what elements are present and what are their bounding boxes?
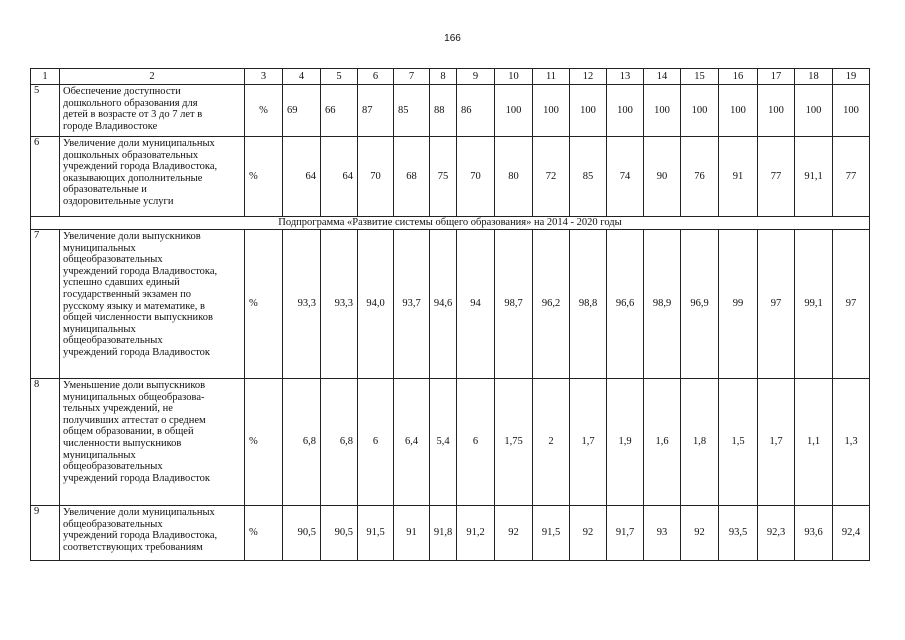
row-number: 5 [31,85,60,137]
value-cell: 66 [321,85,358,137]
value-cell: 6,8 [283,379,321,506]
column-number: 6 [358,69,394,85]
column-number-row [31,69,870,85]
table-row [31,379,870,506]
value-cell: 70 [457,137,495,217]
value-cell: 100 [719,85,758,137]
value-cell: 93,3 [321,230,358,379]
description-line: муниципальных [63,449,136,461]
value-cell: 1,7 [758,379,795,506]
value-cell: 100 [607,85,644,137]
column-number: 3 [245,69,283,85]
value-cell: 93 [644,506,681,561]
value-cell: 100 [833,85,870,137]
description-line: общеобразовательных [63,518,163,530]
value-cell: 91,2 [457,506,495,561]
value-cell: 94,6 [430,230,457,379]
value-cell: 85 [394,85,430,137]
description-line: общей численности выпускников [63,312,213,324]
description-line: муниципальных [63,323,136,335]
value-cell: 96,2 [533,230,570,379]
value-cell: 92 [495,506,533,561]
value-cell: 91,7 [607,506,644,561]
description-line: учреждений города Владивостока, [63,265,218,277]
description-line: общем образовании, в общей [63,426,194,438]
description-line: учреждений города Владивостока, [63,530,218,542]
value-cell: 97 [833,230,870,379]
description-line: соответствующих требованиям [63,541,203,553]
value-cell: 76 [681,137,719,217]
value-cell: 1,5 [719,379,758,506]
value-cell: 90,5 [283,506,321,561]
unit-cell: % [245,506,283,561]
value-cell: 77 [833,137,870,217]
value-cell: 6 [457,379,495,506]
value-cell: 99,1 [795,230,833,379]
value-cell: 96,9 [681,230,719,379]
column-number: 14 [644,69,681,85]
value-cell: 1,1 [795,379,833,506]
value-cell: 1,75 [495,379,533,506]
value-cell: 98,7 [495,230,533,379]
description-line: учреждений города Владивостока, [63,161,218,173]
subprogram-row [31,217,870,230]
value-cell: 68 [394,137,430,217]
description-line: успешно сдавших единый [63,277,180,289]
value-cell: 100 [795,85,833,137]
description-line: общеобразовательных [63,335,163,347]
value-cell: 6,4 [394,379,430,506]
indicator-description [60,230,245,379]
description-line: общеобразовательных [63,254,163,266]
value-cell: 1,8 [681,379,719,506]
indicator-description [60,506,245,561]
value-cell: 91,1 [795,137,833,217]
value-cell: 100 [644,85,681,137]
table-row [31,230,870,379]
column-number: 13 [607,69,644,85]
description-line: городе Владивостоке [63,120,158,132]
value-cell: 1,6 [644,379,681,506]
indicators-table [30,68,870,561]
value-cell: 93,7 [394,230,430,379]
page-number: 166 [444,33,461,44]
value-cell: 100 [495,85,533,137]
table-row [31,137,870,217]
unit-cell: % [245,85,283,137]
row-number: 8 [31,379,60,506]
description-line: учреждений города Владивосток [63,346,211,358]
value-cell: 87 [358,85,394,137]
value-cell: 100 [570,85,607,137]
description-line: учреждений города Владивосток [63,472,211,484]
column-number: 15 [681,69,719,85]
value-cell: 69 [283,85,321,137]
value-cell: 91 [394,506,430,561]
unit-cell: % [245,230,283,379]
indicator-description [60,137,245,217]
description-line: получивших аттестат о среднем [63,414,206,426]
row-number: 7 [31,230,60,379]
column-number: 7 [394,69,430,85]
column-number: 4 [283,69,321,85]
value-cell: 91 [719,137,758,217]
value-cell: 90 [644,137,681,217]
subprogram-heading: Подпрограмма «Развитие системы общего образования» на 2014 - 2020 годы [31,217,870,230]
value-cell: 1,3 [833,379,870,506]
value-cell: 91,8 [430,506,457,561]
value-cell: 92,4 [833,506,870,561]
value-cell: 100 [533,85,570,137]
value-cell: 6,8 [321,379,358,506]
column-number: 16 [719,69,758,85]
value-cell: 98,8 [570,230,607,379]
description-line: Увеличение доли муниципальных [63,507,215,518]
value-cell: 94,0 [358,230,394,379]
value-cell: 85 [570,137,607,217]
table-row [31,506,870,561]
value-cell: 64 [321,137,358,217]
value-cell: 2 [533,379,570,506]
description-line: тельных учреждений, не [63,403,173,415]
value-cell: 94 [457,230,495,379]
value-cell: 91,5 [358,506,394,561]
column-number: 10 [495,69,533,85]
description-line: государственный экзамен по [63,288,191,300]
value-cell: 74 [607,137,644,217]
row-number: 6 [31,137,60,217]
value-cell: 6 [358,379,394,506]
value-cell: 92 [570,506,607,561]
description-line: русскому языку и математике, в [63,300,206,312]
value-cell: 100 [681,85,719,137]
description-line: муниципальных общеобразова- [63,391,205,403]
description-line: оздоровительные услуги [63,195,174,207]
column-number: 12 [570,69,607,85]
value-cell: 1,7 [570,379,607,506]
value-cell: 99 [719,230,758,379]
column-number: 1 [31,69,60,85]
description-line: Обеспечение доступности [63,86,181,97]
description-line: дошкольных образовательных [63,149,199,161]
table-row [31,85,870,137]
description-line: дошкольного образования для [63,97,198,109]
value-cell: 80 [495,137,533,217]
description-line: Уменьшение доли выпускников [63,380,206,391]
description-line: оказывающих дополнительные [63,172,203,184]
description-line: Увеличение доли муниципальных [63,138,215,149]
unit-cell: % [245,379,283,506]
value-cell: 70 [358,137,394,217]
description-line: Увеличение доли выпускников [63,231,201,242]
value-cell: 64 [283,137,321,217]
value-cell: 96,6 [607,230,644,379]
row-number: 9 [31,506,60,561]
value-cell: 91,5 [533,506,570,561]
value-cell: 92,3 [758,506,795,561]
value-cell: 1,9 [607,379,644,506]
description-line: детей в возрасте от 3 до 7 лет в [63,109,203,121]
value-cell: 72 [533,137,570,217]
value-cell: 75 [430,137,457,217]
column-number: 9 [457,69,495,85]
description-line: общеобразовательных [63,461,163,473]
value-cell: 86 [457,85,495,137]
indicator-description [60,379,245,506]
value-cell: 93,5 [719,506,758,561]
column-number: 8 [430,69,457,85]
indicator-description [60,85,245,137]
column-number: 19 [833,69,870,85]
column-number: 11 [533,69,570,85]
unit-cell: % [245,137,283,217]
value-cell: 90,5 [321,506,358,561]
value-cell: 97 [758,230,795,379]
description-line: образовательные и [63,184,147,196]
column-number: 2 [60,69,245,85]
value-cell: 93,6 [795,506,833,561]
value-cell: 98,9 [644,230,681,379]
column-number: 18 [795,69,833,85]
value-cell: 77 [758,137,795,217]
value-cell: 92 [681,506,719,561]
value-cell: 93,3 [283,230,321,379]
column-number: 17 [758,69,795,85]
value-cell: 88 [430,85,457,137]
description-line: муниципальных [63,242,136,254]
column-number: 5 [321,69,358,85]
value-cell: 5,4 [430,379,457,506]
description-line: численности выпускников [63,437,182,449]
value-cell: 100 [758,85,795,137]
